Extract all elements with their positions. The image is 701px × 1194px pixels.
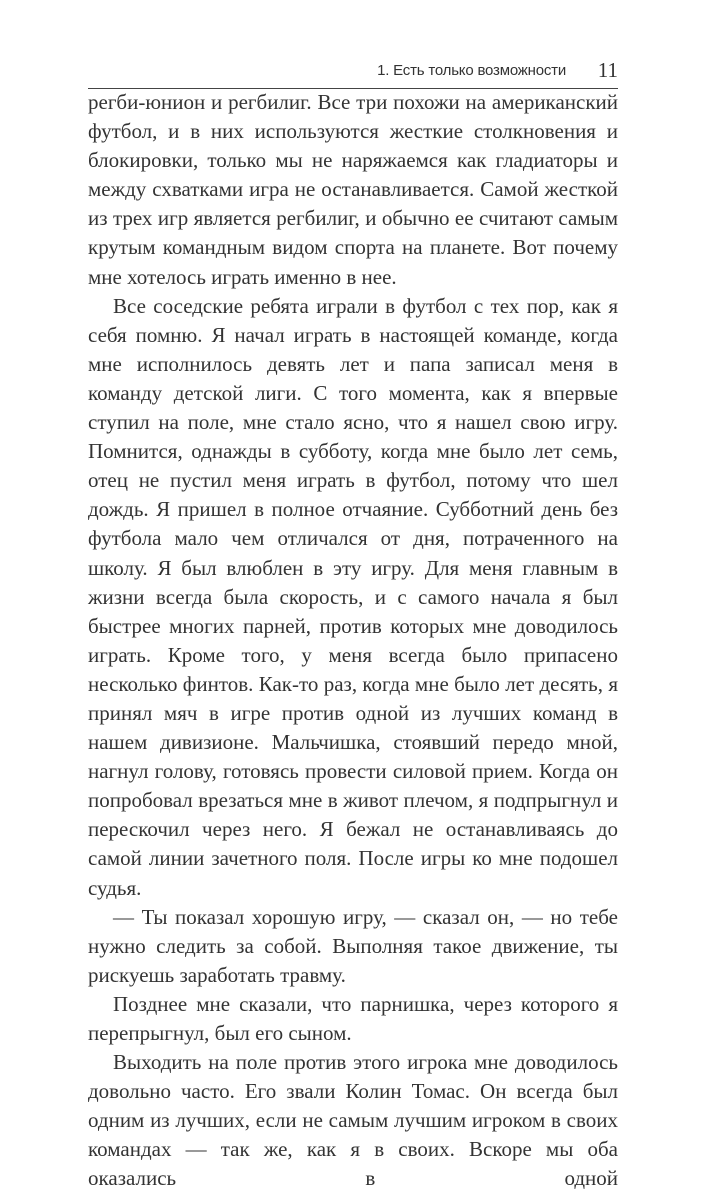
paragraph-1: регби-юнион и регбилиг. Все три похожи на американский футбол, и в них используются жесткие столкновения и блокировки, только мы не наряжаемся как гладиаторы и между схватками игра не останавливается. Самой жесткой из трех игр является регбилиг, и обычно ее считают самым крутым командным видом спорта на планете. Вот почему мне хотелось играть именно в нее. [88, 90, 618, 289]
paragraph-5: Выходить на поле против этого игрока мне доводилось довольно часто. Его звали Колин Томас. Он всегда был одним из лучших, если не самым лучшим игроком в своих командах — так же, как я в своих. Вскоре мы оба оказались в одной [88, 1050, 618, 1191]
page-number: 11 [597, 58, 618, 82]
paragraph-4: Позднее мне сказали, что парнишка, через которого я перепрыгнул, был его сыном. [88, 991, 618, 1045]
running-head [88, 58, 618, 86]
running-title: 1. Есть только возможности [377, 62, 566, 79]
paragraph-2: Все соседские ребята играли в футбол с тех пор, как я себя помню. Я начал играть в настоящей команде, когда мне исполнилось девять лет и папа записал меня в команду детской лиги. С того момента, как я впервые ступил на поле, мне стало ясно, что я нашел свою игру. Помнится, однажды в субботу, когда мне было лет семь, отец не пустил меня играть в футбол, потому что шел дождь. Я пришел в полное отчаяние. Субботний день без футбола мало чем отличался от дня, потраченного на школу. Я был влюблен в эту игру. Для меня главным в жизни всегда была скорость, и с самого начала я был быстрее многих парней, против которых мне доводилось играть. Кроме того, у меня всегда было припасено несколько финтов. Как-то раз, когда мне было лет десять, я принял мяч в игре против одной из лучших команд в нашем дивизионе. Мальчишка, стоявший передо мной, нагнул голову, готовясь провести силовой прием. Когда он попробовал врезаться мне в живот плечом, я подпрыгнул и перескочил через него. Я бежал не останавливаясь до самой линии зачетного поля. После игры ко мне подошел судья. [88, 293, 618, 900]
paragraph-3: — Ты показал хорошую игру, — сказал он, — но тебе нужно следить за собой. Выполняя такое движение, ты рискуешь заработать травму. [88, 904, 618, 987]
body-text [88, 88, 618, 1194]
